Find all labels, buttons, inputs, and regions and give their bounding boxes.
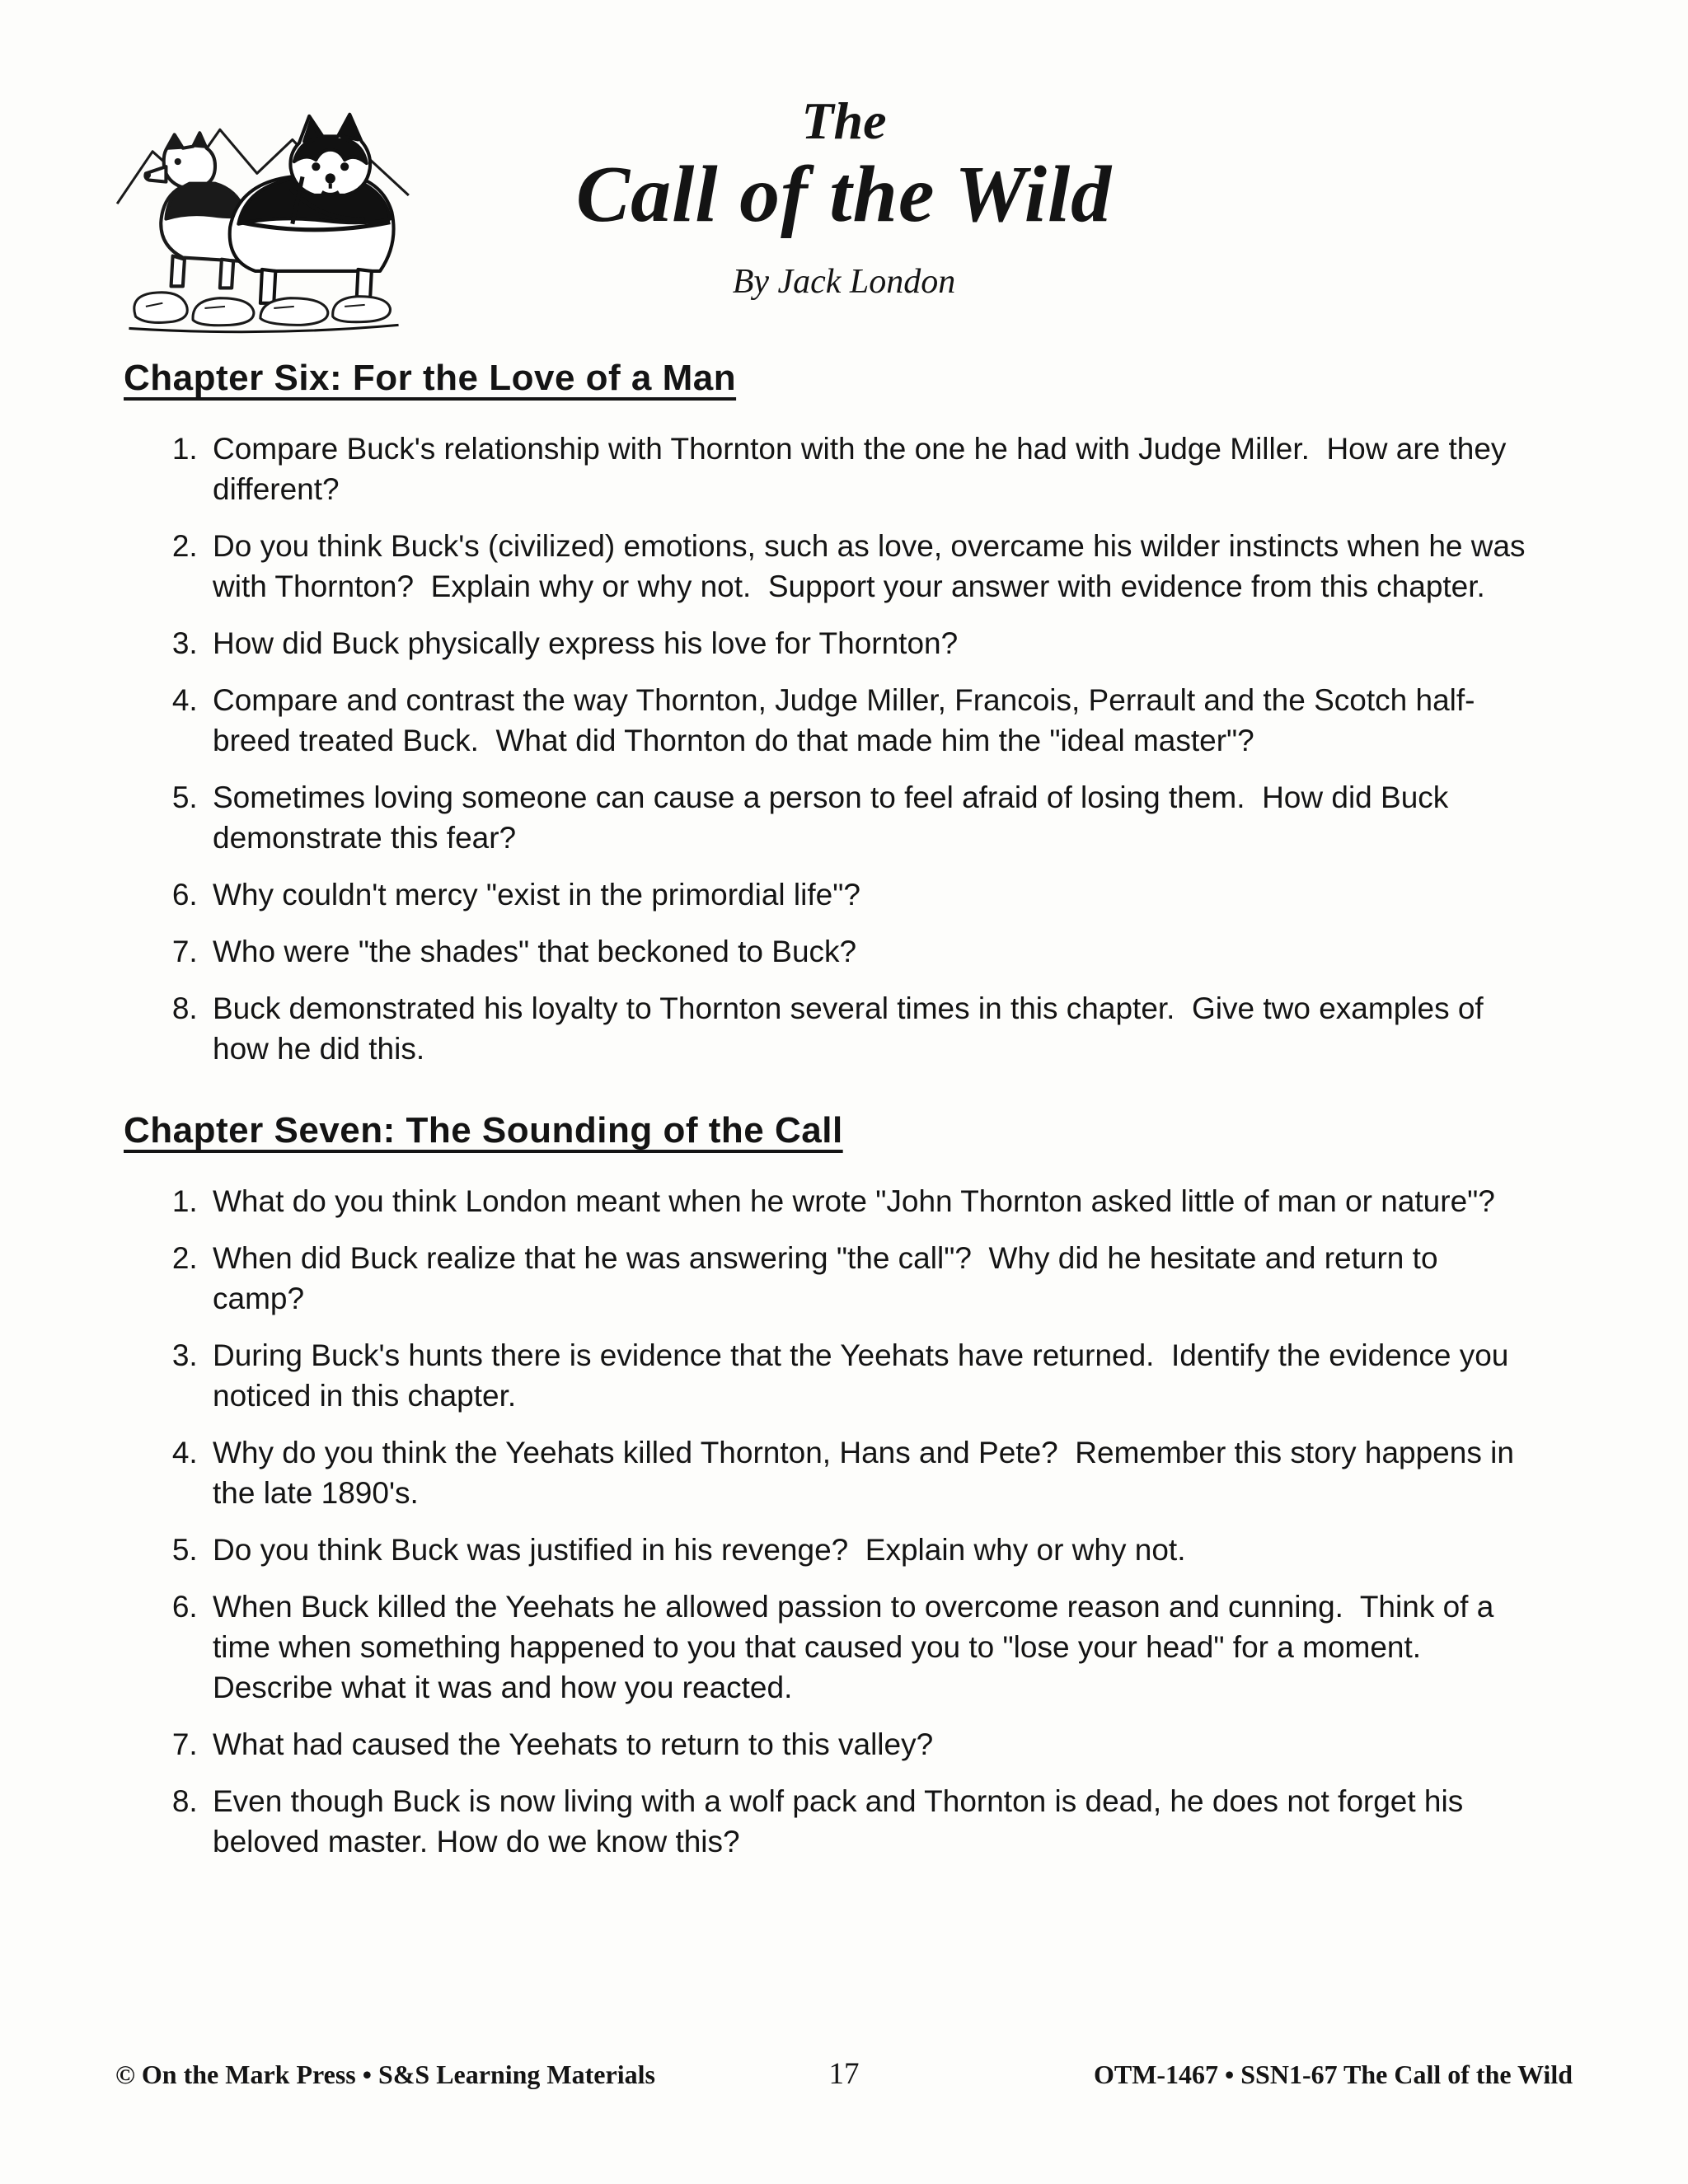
sled-dogs-illustration	[112, 96, 415, 336]
footer-publisher: © On the Mark Press • S&S Learning Materials	[115, 2060, 655, 2089]
chapter-six-questions	[122, 429, 1534, 1069]
question-item: 5. Do you think Buck was justified in his revenge? Explain why or why not.	[206, 1530, 1527, 1570]
page-number: 17	[828, 2057, 860, 2091]
question-item: 7. Who were "the shades" that beckoned to Buck?	[206, 931, 1527, 972]
question-item: 1. What do you think London meant when he wrote "John Thornton asked little of man or nature"?	[206, 1181, 1527, 1221]
chapter-seven-questions	[122, 1181, 1527, 1862]
section-heading-chapter-six: Chapter Six: For the Love of a Man	[124, 358, 737, 399]
question-item: 6. When Buck killed the Yeehats he allowed passion to overcome reason and cunning. Think of a time when something happened to you that caused you to "lose your head" for a moment. Describe what it was and how you reacted.	[206, 1586, 1527, 1708]
question-item: 2. Do you think Buck's (civilized) emotions, such as love, overcame his wilder instincts when he was with Thornton? Explain why or why not. Support your answer with evidence from this chapter.	[206, 526, 1527, 607]
question-item: 1. Compare Buck's relationship with Thornton with the one he had with Judge Miller. How are they different?	[206, 429, 1527, 509]
question-item: 3. During Buck's hunts there is evidence that the Yeehats have returned. Identify the evidence you noticed in this chapter.	[206, 1335, 1527, 1416]
question-item: 4. Compare and contrast the way Thornton, Judge Miller, Francois, Perrault and the Scotch half-breed treated Buck. What did Thornton do that made him the "ideal master"?	[206, 680, 1527, 761]
byline: By Jack London	[732, 263, 956, 302]
question-item: 3. How did Buck physically express his love for Thornton?	[206, 623, 1527, 663]
footer	[115, 2056, 1573, 2092]
section-heading-chapter-seven: Chapter Seven: The Sounding of the Call	[124, 1110, 843, 1151]
question-item: 4. Why do you think the Yeehats killed Thornton, Hans and Pete? Remember this story happens in the late 1890's.	[206, 1432, 1527, 1513]
book-title-line2: Call of the Wild	[575, 150, 1113, 240]
question-item: 8. Even though Buck is now living with a wolf pack and Thornton is dead, he does not forget his beloved master. How do we know this?	[206, 1781, 1527, 1862]
question-item: 8. Buck demonstrated his loyalty to Thornton several times in this chapter. Give two examples of how he did this.	[206, 988, 1527, 1069]
footer-product-code: OTM-1467 • SSN1-67 The Call of the Wild	[1093, 2060, 1573, 2089]
question-item: 6. Why couldn't mercy "exist in the primordial life"?	[206, 874, 1527, 915]
book-title-line1: The	[801, 91, 887, 150]
question-item: 2. When did Buck realize that he was answering "the call"? Why did he hesitate and return to camp?	[206, 1238, 1527, 1319]
question-item: 5. Sometimes loving someone can cause a person to feel afraid of losing them. How did Buck demonstrate this fear?	[206, 777, 1527, 858]
question-item: 7. What had caused the Yeehats to return to this valley?	[206, 1724, 1527, 1765]
document-body	[0, 302, 1688, 1862]
